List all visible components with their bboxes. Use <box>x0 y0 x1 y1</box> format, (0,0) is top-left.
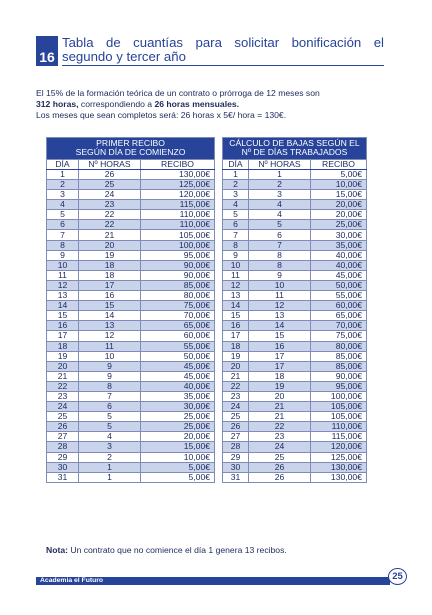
intro-line-1: El 15% de la formación teórica de un contrato o prórroga de 12 meses son <box>36 88 320 98</box>
receipt-cell: 105,00€ <box>311 412 367 422</box>
table-row <box>223 200 367 210</box>
table-row <box>47 381 215 391</box>
hours-cell: 14 <box>79 311 141 321</box>
table-row <box>47 210 215 220</box>
hours-cell: 9 <box>79 361 141 371</box>
hours-cell: 22 <box>79 210 141 220</box>
hours-cell: 22 <box>249 422 311 432</box>
receipt-cell: 5,00€ <box>141 472 215 482</box>
hours-cell: 7 <box>249 240 311 250</box>
hours-cell: 22 <box>79 220 141 230</box>
intro-line-3: Los meses que sean completos será: 26 horas x 5€/ hora = 130€. <box>36 110 287 121</box>
hours-cell: 8 <box>79 381 141 391</box>
receipt-cell: 80,00€ <box>311 341 367 351</box>
receipt-cell: 125,00€ <box>141 180 215 190</box>
day-cell: 15 <box>223 311 249 321</box>
table-row <box>223 462 367 472</box>
table-row <box>223 301 367 311</box>
hours-cell: 11 <box>249 291 311 301</box>
hours-cell: 1 <box>249 169 311 179</box>
table-row <box>47 270 215 280</box>
hours-cell: 17 <box>79 280 141 290</box>
table-row <box>223 291 367 301</box>
table-row <box>223 270 367 280</box>
day-cell: 2 <box>223 180 249 190</box>
table-row <box>47 331 215 341</box>
day-cell: 28 <box>223 442 249 452</box>
receipt-cell: 15,00€ <box>141 442 215 452</box>
section-number: 16 <box>36 36 58 66</box>
hours-cell: 7 <box>79 391 141 401</box>
day-cell: 31 <box>47 472 79 482</box>
day-cell: 25 <box>47 412 79 422</box>
receipt-cell: 130,00€ <box>311 472 367 482</box>
column-header-receipt: RECIBO <box>141 159 215 169</box>
receipt-cell: 85,00€ <box>311 351 367 361</box>
receipt-cell: 40,00€ <box>311 260 367 270</box>
receipt-cell: 90,00€ <box>311 371 367 381</box>
receipt-cell: 55,00€ <box>311 291 367 301</box>
table-row <box>223 321 367 331</box>
receipt-cell: 70,00€ <box>141 311 215 321</box>
day-cell: 23 <box>223 391 249 401</box>
receipt-cell: 10,00€ <box>141 452 215 462</box>
hours-cell: 5 <box>79 412 141 422</box>
leave-calculation-table <box>222 137 367 483</box>
receipt-cell: 85,00€ <box>311 361 367 371</box>
table-row <box>47 321 215 331</box>
table-title-line-1: CÁLCULO DE BAJAS SEGÚN EL <box>229 138 360 148</box>
table-title-line-1: PRIMER RECIBO <box>96 138 165 148</box>
receipt-cell: 60,00€ <box>311 301 367 311</box>
table-row <box>223 381 367 391</box>
day-cell: 25 <box>223 412 249 422</box>
day-cell: 19 <box>223 351 249 361</box>
receipt-cell: 75,00€ <box>311 331 367 341</box>
table-row <box>223 260 367 270</box>
receipt-cell: 110,00€ <box>311 422 367 432</box>
hours-cell: 26 <box>249 472 311 482</box>
table-row <box>47 361 215 371</box>
table-row <box>47 341 215 351</box>
column-header-hours: Nº HORAS <box>249 159 311 169</box>
hours-cell: 20 <box>249 391 311 401</box>
table-row <box>223 442 367 452</box>
intro-paragraph <box>36 88 396 122</box>
day-cell: 11 <box>223 270 249 280</box>
hours-cell: 21 <box>79 230 141 240</box>
hours-cell: 6 <box>79 402 141 412</box>
table-row <box>223 280 367 290</box>
day-cell: 17 <box>47 331 79 341</box>
receipt-cell: 105,00€ <box>141 230 215 240</box>
day-cell: 30 <box>223 462 249 472</box>
day-cell: 16 <box>223 321 249 331</box>
day-cell: 5 <box>47 210 79 220</box>
day-cell: 26 <box>223 422 249 432</box>
day-cell: 28 <box>47 442 79 452</box>
table-body <box>223 169 367 482</box>
hours-cell: 5 <box>79 422 141 432</box>
receipt-cell: 125,00€ <box>311 452 367 462</box>
receipt-cell: 30,00€ <box>141 402 215 412</box>
note-label: Nota: <box>46 545 68 555</box>
hours-cell: 23 <box>79 200 141 210</box>
day-cell: 11 <box>47 270 79 280</box>
receipt-cell: 5,00€ <box>141 462 215 472</box>
receipt-cell: 115,00€ <box>311 432 367 442</box>
receipt-cell: 120,00€ <box>141 190 215 200</box>
hours-cell: 21 <box>249 412 311 422</box>
table-row <box>223 250 367 260</box>
day-cell: 18 <box>47 341 79 351</box>
hours-cell: 9 <box>249 270 311 280</box>
receipt-cell: 130,00€ <box>141 169 215 179</box>
table-title <box>223 138 367 160</box>
receipt-cell: 40,00€ <box>141 381 215 391</box>
table-row <box>223 341 367 351</box>
hours-cell: 6 <box>249 230 311 240</box>
table-row <box>47 250 215 260</box>
day-cell: 12 <box>223 280 249 290</box>
receipt-cell: 95,00€ <box>311 381 367 391</box>
receipt-cell: 90,00€ <box>141 260 215 270</box>
receipt-cell: 20,00€ <box>141 432 215 442</box>
day-cell: 20 <box>47 361 79 371</box>
day-cell: 29 <box>47 452 79 462</box>
hours-cell: 21 <box>249 402 311 412</box>
section-title: Tabla de cuantías para solicitar bonificación el segundo y tercer año <box>62 35 384 64</box>
hours-cell: 14 <box>249 321 311 331</box>
receipt-cell: 60,00€ <box>141 331 215 341</box>
day-cell: 31 <box>223 472 249 482</box>
day-cell: 6 <box>47 220 79 230</box>
footer-brand: Academia el Futuro <box>40 577 104 584</box>
table-row <box>47 422 215 432</box>
page-number: 25 <box>388 568 407 585</box>
hours-cell: 1 <box>79 472 141 482</box>
table-row <box>47 402 215 412</box>
receipt-cell: 130,00€ <box>311 462 367 472</box>
table-row <box>223 412 367 422</box>
receipt-cell: 65,00€ <box>311 311 367 321</box>
receipt-cell: 35,00€ <box>141 391 215 401</box>
table-body <box>47 169 215 482</box>
day-cell: 10 <box>47 260 79 270</box>
receipt-cell: 50,00€ <box>141 351 215 361</box>
hours-cell: 4 <box>249 210 311 220</box>
table-row <box>47 200 215 210</box>
day-cell: 2 <box>47 180 79 190</box>
table-row <box>47 301 215 311</box>
hours-cell: 4 <box>249 200 311 210</box>
receipt-cell: 75,00€ <box>141 301 215 311</box>
day-cell: 14 <box>223 301 249 311</box>
day-cell: 15 <box>47 311 79 321</box>
day-cell: 12 <box>47 280 79 290</box>
receipt-cell: 25,00€ <box>141 412 215 422</box>
receipt-cell: 30,00€ <box>311 230 367 240</box>
table-title-line-2: SEGÚN DÍA DE COMIENZO <box>75 147 186 158</box>
day-cell: 13 <box>47 291 79 301</box>
hours-cell: 10 <box>249 280 311 290</box>
day-cell: 8 <box>223 240 249 250</box>
receipt-cell: 45,00€ <box>141 361 215 371</box>
receipt-cell: 20,00€ <box>311 200 367 210</box>
table-row <box>47 230 215 240</box>
table-row <box>223 210 367 220</box>
hours-cell: 20 <box>79 240 141 250</box>
hours-cell: 18 <box>79 270 141 280</box>
hours-cell: 19 <box>79 250 141 260</box>
receipt-cell: 100,00€ <box>311 391 367 401</box>
table-row <box>223 331 367 341</box>
table-row <box>223 402 367 412</box>
table-row <box>47 190 215 200</box>
table-row <box>47 432 215 442</box>
table-row <box>223 371 367 381</box>
day-cell: 3 <box>223 190 249 200</box>
column-header-day: DÍA <box>223 159 249 169</box>
column-header-hours: Nº HORAS <box>79 159 141 169</box>
receipt-cell: 80,00€ <box>141 291 215 301</box>
table-row <box>223 169 367 179</box>
day-cell: 30 <box>47 462 79 472</box>
receipt-cell: 40,00€ <box>311 250 367 260</box>
table-row <box>223 240 367 250</box>
day-cell: 23 <box>47 391 79 401</box>
intro-line-2 <box>36 99 396 110</box>
receipt-cell: 25,00€ <box>141 422 215 432</box>
day-cell: 3 <box>47 190 79 200</box>
hours-cell: 24 <box>249 442 311 452</box>
table-row <box>223 311 367 321</box>
note <box>46 545 287 555</box>
section-header <box>36 36 384 66</box>
day-cell: 18 <box>223 341 249 351</box>
receipt-cell: 90,00€ <box>141 270 215 280</box>
table-row <box>47 311 215 321</box>
table-row <box>47 452 215 462</box>
receipt-cell: 95,00€ <box>141 250 215 260</box>
day-cell: 8 <box>47 240 79 250</box>
hours-cell: 3 <box>249 190 311 200</box>
day-cell: 4 <box>47 200 79 210</box>
table-row <box>47 462 215 472</box>
day-cell: 24 <box>47 402 79 412</box>
receipt-cell: 55,00€ <box>141 341 215 351</box>
table-row <box>47 291 215 301</box>
receipt-cell: 35,00€ <box>311 240 367 250</box>
day-cell: 21 <box>223 371 249 381</box>
receipt-cell: 45,00€ <box>311 270 367 280</box>
hours-cell: 26 <box>249 462 311 472</box>
table-row <box>47 472 215 482</box>
day-cell: 13 <box>223 291 249 301</box>
receipt-cell: 65,00€ <box>141 321 215 331</box>
receipt-cell: 120,00€ <box>311 442 367 452</box>
hours-cell: 5 <box>249 220 311 230</box>
day-cell: 1 <box>47 169 79 179</box>
table-row <box>47 391 215 401</box>
hours-cell: 13 <box>249 311 311 321</box>
hours-cell: 8 <box>249 260 311 270</box>
day-cell: 19 <box>47 351 79 361</box>
table-row <box>47 442 215 452</box>
table-title-line-2: Nº DE DÍAS TRABAJADOS <box>241 147 348 158</box>
day-cell: 5 <box>223 210 249 220</box>
hours-cell: 3 <box>79 442 141 452</box>
table-row <box>47 260 215 270</box>
table-row <box>223 422 367 432</box>
hours-cell: 9 <box>79 371 141 381</box>
hours-cell: 2 <box>79 452 141 462</box>
table-row <box>47 280 215 290</box>
hours-cell: 16 <box>79 291 141 301</box>
receipt-cell: 50,00€ <box>311 280 367 290</box>
table-row <box>223 452 367 462</box>
hours-cell: 24 <box>79 190 141 200</box>
hours-cell: 15 <box>79 301 141 311</box>
table-row <box>47 169 215 179</box>
day-cell: 6 <box>223 220 249 230</box>
hours-cell: 10 <box>79 351 141 361</box>
hours-cell: 1 <box>79 462 141 472</box>
receipt-cell: 15,00€ <box>311 190 367 200</box>
hours-cell: 4 <box>79 432 141 442</box>
hours-cell: 25 <box>79 180 141 190</box>
table-title <box>47 138 215 160</box>
intro-bold-monthly: 26 horas mensuales. <box>154 99 240 110</box>
table-row <box>223 391 367 401</box>
receipt-cell: 110,00€ <box>141 210 215 220</box>
receipt-cell: 105,00€ <box>311 402 367 412</box>
day-cell: 4 <box>223 200 249 210</box>
receipt-cell: 110,00€ <box>141 220 215 230</box>
intro-line-2-text: correspondiendo a <box>78 99 155 110</box>
receipt-cell: 115,00€ <box>141 200 215 210</box>
hours-cell: 11 <box>79 341 141 351</box>
hours-cell: 16 <box>249 341 311 351</box>
table-row <box>47 412 215 422</box>
day-cell: 26 <box>47 422 79 432</box>
day-cell: 22 <box>47 381 79 391</box>
day-cell: 20 <box>223 361 249 371</box>
receipt-cell: 45,00€ <box>141 371 215 381</box>
column-header-receipt: RECIBO <box>311 159 367 169</box>
hours-cell: 26 <box>79 169 141 179</box>
hours-cell: 18 <box>79 260 141 270</box>
day-cell: 29 <box>223 452 249 462</box>
table-row <box>47 240 215 250</box>
receipt-cell: 5,00€ <box>311 169 367 179</box>
intro-bold-hours: 312 horas, <box>36 99 79 110</box>
table-row <box>47 220 215 230</box>
day-cell: 22 <box>223 381 249 391</box>
hours-cell: 2 <box>249 180 311 190</box>
day-cell: 24 <box>223 402 249 412</box>
table-row <box>47 371 215 381</box>
day-cell: 7 <box>47 230 79 240</box>
table-row <box>223 432 367 442</box>
table-row <box>47 351 215 361</box>
day-cell: 27 <box>223 432 249 442</box>
receipt-cell: 10,00€ <box>311 180 367 190</box>
day-cell: 10 <box>223 260 249 270</box>
day-cell: 1 <box>223 169 249 179</box>
first-receipt-table <box>46 137 215 483</box>
day-cell: 17 <box>223 331 249 341</box>
hours-cell: 25 <box>249 452 311 462</box>
hours-cell: 23 <box>249 432 311 442</box>
day-cell: 27 <box>47 432 79 442</box>
receipt-cell: 100,00€ <box>141 240 215 250</box>
hours-cell: 8 <box>249 250 311 260</box>
hours-cell: 19 <box>249 381 311 391</box>
table-row <box>223 180 367 190</box>
day-cell: 16 <box>47 321 79 331</box>
table-row <box>223 190 367 200</box>
hours-cell: 18 <box>249 371 311 381</box>
day-cell: 7 <box>223 230 249 240</box>
table-row <box>223 230 367 240</box>
column-header-day: DÍA <box>47 159 79 169</box>
day-cell: 21 <box>47 371 79 381</box>
receipt-cell: 20,00€ <box>311 210 367 220</box>
receipt-cell: 70,00€ <box>311 321 367 331</box>
hours-cell: 15 <box>249 331 311 341</box>
table-row <box>223 361 367 371</box>
receipt-cell: 25,00€ <box>311 220 367 230</box>
hours-cell: 12 <box>79 331 141 341</box>
note-text: Un contrato que no comience el día 1 genera 13 recibos. <box>67 545 287 555</box>
hours-cell: 12 <box>249 301 311 311</box>
table-row <box>223 351 367 361</box>
hours-cell: 17 <box>249 361 311 371</box>
day-cell: 14 <box>47 301 79 311</box>
day-cell: 9 <box>223 250 249 260</box>
table-row <box>223 472 367 482</box>
hours-cell: 13 <box>79 321 141 331</box>
receipt-cell: 85,00€ <box>141 280 215 290</box>
hours-cell: 17 <box>249 351 311 361</box>
table-row <box>223 220 367 230</box>
day-cell: 9 <box>47 250 79 260</box>
table-row <box>47 180 215 190</box>
